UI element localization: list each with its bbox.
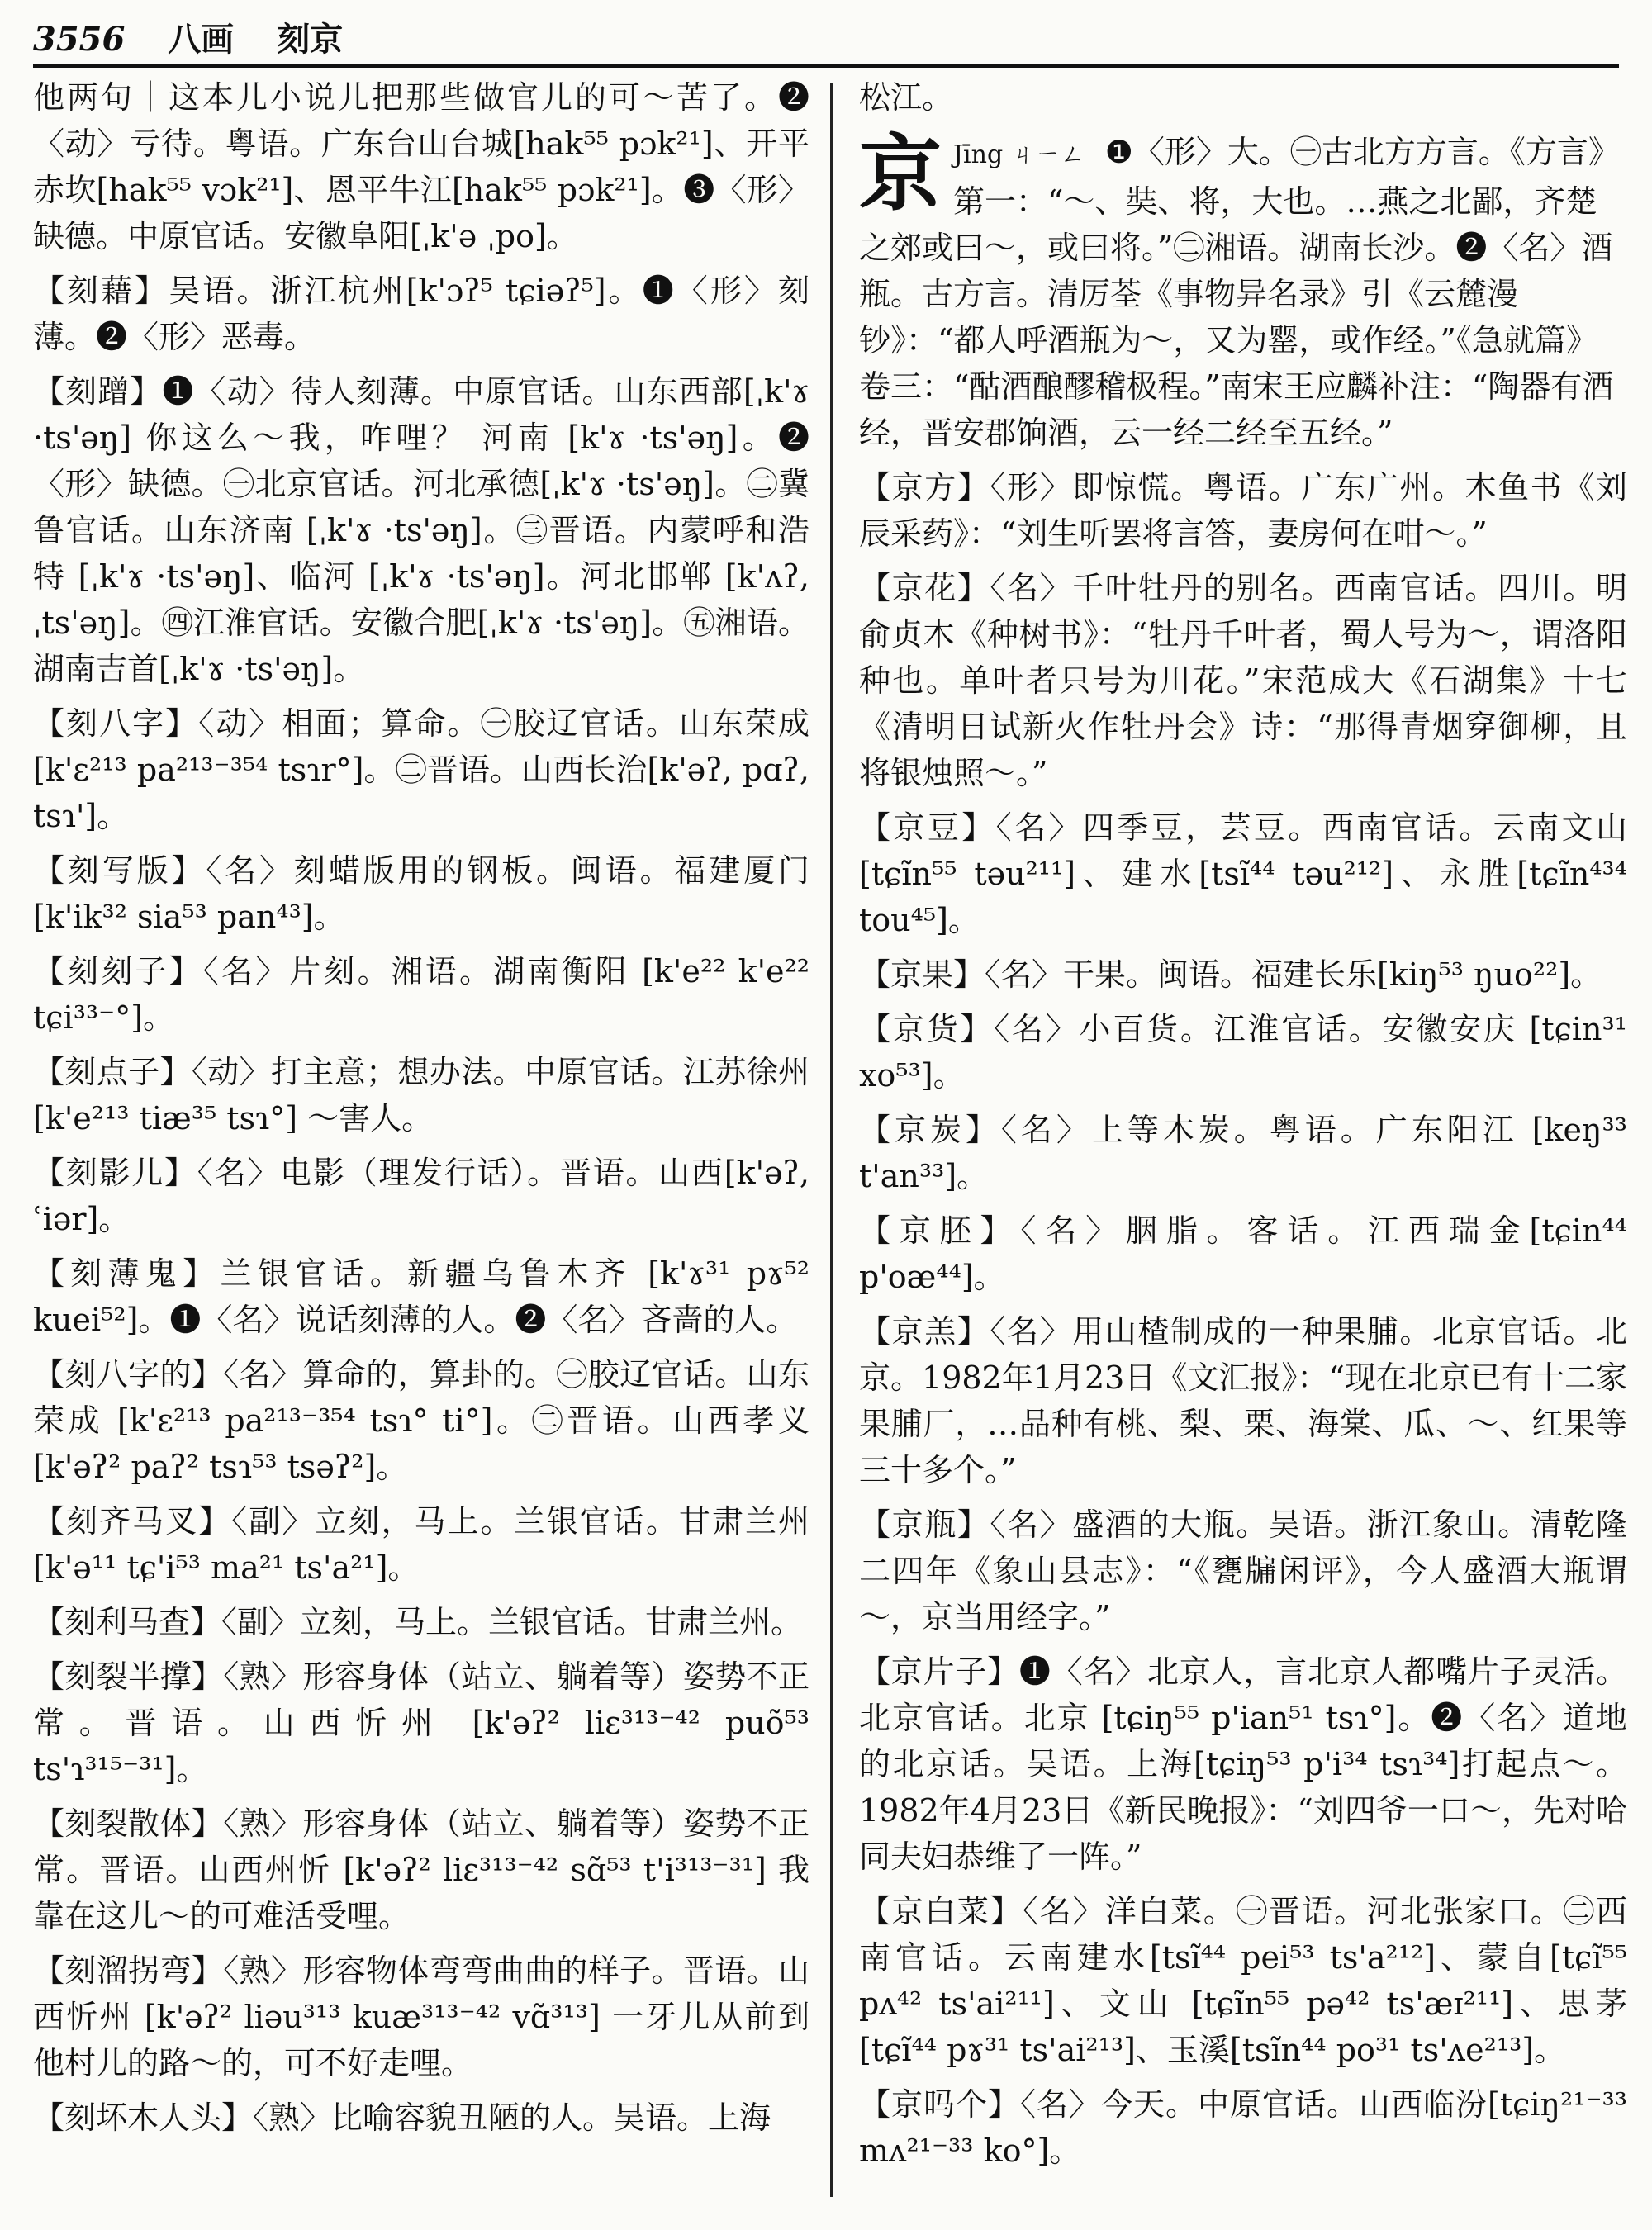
entry-continuation: 松江。	[859, 79, 954, 116]
entry: 【刻写版】〈名〉刻蜡版用的钢板。闽语。福建厦门[k'ik³² sia⁵³ pan⁴³]。	[33, 852, 809, 935]
entry: 【刻点子】〈动〉打主意；想办法。中原官话。江苏徐州 [k'e²¹³ tiæ³⁵ tsɿ°] ～害人。	[33, 1054, 809, 1136]
entry: 【京胚】〈名〉胭脂。客话。江西瑞金[tɕin⁴⁴ p'oæ⁴⁴]。	[859, 1212, 1627, 1295]
entry: 【京货】〈名〉小百货。江淮官话。安徽安庆 [tɕin³¹ xo⁵³]。	[859, 1011, 1627, 1094]
entry: 【刻齐马叉】〈副〉立刻，马上。兰银官话。甘肃兰州[k'ə¹¹ tɕ'i⁵³ ma²¹ ts'a²¹]。	[33, 1503, 809, 1586]
entry: 【京炭】〈名〉上等木炭。粤语。广东阳江 [keŋ³³ t'an³³]。	[859, 1112, 1627, 1194]
page-number: 3556	[33, 20, 126, 59]
column-divider	[830, 83, 833, 2197]
entry: 【刻裂半撑】〈熟〉形容身体（站立、躺着等）姿势不正常。晋语。山西忻州 [k'əʔ² liɛ³¹³⁻⁴² puõ⁵³ ts'ɿ³¹⁵⁻³¹]。	[33, 1658, 809, 1787]
entry: 【刻蹭】❶〈动〉待人刻薄。中原官话。山东西部[ˌk'ɤ ·ts'əŋ] 你这么～我，咋哩？ 河南 [k'ɤ ·ts'əŋ]。❷〈形〉缺德。㊀北京官话。河北承德[ˌk'ɤ ·ts'əŋ]。㊁冀鲁官话。山东济南 [ˌk'ɤ ·ts'əŋ]。㊂晋语。内蒙呼和浩特 [ˌk'ɤ ·ts'əŋ]、临河 [ˌk'ɤ ·ts'əŋ]。河北邯郸 [k'ʌʔ, ˌts'əŋ]。㊃江淮官话。安徽合肥[ˌk'ɤ ·ts'əŋ]。㊄湘语。湖南吉首[ˌk'ɤ ·ts'əŋ]。	[33, 373, 809, 687]
page-header	[33, 15, 1619, 68]
entry: 【京花】〈名〉千叶牡丹的别名。西南官话。四川。明俞贞木《种树书》：“牡丹千叶者，蜀人号为～，谓洛阳种也。单叶者只号为川花。”宋范成大《石湖集》十七《清明日试新火作牡丹会》诗：“那得青烟穿御柳，且将银烛照～。”	[859, 570, 1627, 791]
entry: 【刻裂散体】〈熟〉形容身体（站立、躺着等）姿势不正常。晋语。山西州忻 [k'əʔ² liɛ³¹³⁻⁴² sɑ̃⁵³ t'i³¹³⁻³¹] 我靠在这儿～的可难活受哩。	[33, 1805, 809, 1934]
head-character-block	[859, 125, 1627, 456]
entry: 【刻坏木人头】〈熟〉比喻容貌丑陋的人。吴语。上海	[33, 2100, 771, 2136]
entry: 【京片子】❶〈名〉北京人，言北京人都嘴片子灵活。北京官话。北京 [tɕiŋ⁵⁵ p'ian⁵¹ tsɿ°]。❷〈名〉道地的北京话。吴语。上海[tɕiŋ⁵³ p'i³⁴ tsɿ³⁴]打起点～。1982年4月23日《新民晚报》：“刘四爷一口～，先对哈同夫妇恭维了一阵。”	[859, 1654, 1627, 1875]
entry: 【刻刻子】〈名〉片刻。湘语。湖南衡阳 [k'e²² k'e²² tɕi³³⁻°]。	[33, 953, 809, 1036]
entry: 【京羔】〈名〉用山楂制成的一种果脯。北京官话。北京。1982年1月23日《文汇报》：“现在北京已有十二家果脯厂，…品种有桃、梨、栗、海棠、瓜、～、红果等三十多个。”	[859, 1313, 1627, 1488]
section-label: 八画	[168, 21, 235, 59]
entry: 【刻溜拐弯】〈熟〉形容物体弯弯曲曲的样子。晋语。山西忻州 [k'əʔ² liəu³¹³ kuæ³¹³⁻⁴² vɑ̃³¹³] 一牙儿从前到他村儿的路～的，可不好走哩。	[33, 1952, 809, 2081]
entry: 【京瓶】〈名〉盛酒的大瓶。吴语。浙江象山。清乾隆二四年《象山县志》：“《甕牖闲评》，今人盛酒大瓶谓～，京当用经字。”	[859, 1506, 1627, 1635]
entry: 【刻八字】〈动〉相面；算命。㊀胶辽官话。山东荣成[k'ɛ²¹³ pa²¹³⁻³⁵⁴ tsɿr°]。㊁晋语。山西长治[k'əʔ, pɑʔ, tsɿ']。	[33, 705, 809, 834]
entry: 【刻影儿】〈名〉电影（理发行话）。晋语。山西[k'əʔ, ʿiər]。	[33, 1155, 809, 1237]
head-character-pinyin: Jīng ㄐㄧㄥ	[953, 140, 1085, 169]
left-column	[33, 74, 809, 2213]
entry: 【刻薄鬼】兰银官话。新疆乌鲁木齐 [k'ɤ³¹ pɤ⁵² kuei⁵²]。❶〈名〉说话刻薄的人。❷〈名〉吝啬的人。	[33, 1255, 809, 1338]
entry: 【京果】〈名〉干果。闽语。福建长乐[kiŋ⁵³ ŋuo²²]。	[859, 956, 1602, 993]
entry: 【京白菜】〈名〉洋白菜。㊀晋语。河北张家口。㊁西南官话。云南建水[tsĩ⁴⁴ pei⁵³ ts'a²¹²]、蒙自[tɕĩ⁵⁵ pʌ⁴² ts'ai²¹¹]、文山 [tɕĩn⁵⁵ pə⁴² ts'æɪ²¹¹]、思茅[tɕĩ⁴⁴ pɤ³¹ ts'ai²¹³]、玉溪[tsĩn⁴⁴ po³¹ ts'ʌe²¹³]。	[859, 1893, 1627, 2068]
entry-continuation: 他两句｜这本儿小说儿把那些做官儿的可～苦了。❷〈动〉亏待。粤语。广东台山台城[hak⁵⁵ pɔk²¹]、开平赤坎[hak⁵⁵ vɔk²¹]、恩平牛江[hak⁵⁵ pɔk²¹]。❸〈形〉缺德。中原官话。安徽阜阳[ˌk'ə ˌpo]。	[33, 79, 809, 254]
head-character-definition: ❶〈形〉大。㊀古北方方言。《方言》第一：“～、奘、将，大也。…燕之北鄙，齐楚之郊或曰～，或曰将。”㊁湘语。湖南长沙。❷〈名〉酒瓶。古方言。清厉荃《事物异名录》引《云麓漫钞》：“都人呼酒瓶为～，又为罂，或作经。”《急就篇》卷三：“酤酒酿醪稽极程。”南宋王应麟补注：“陶器有酒经，晋安郡饷酒，云一经二经至五经。”	[859, 134, 1620, 451]
entry: 【京方】〈形〉即惊慌。粤语。广东广州。木鱼书《刘辰采药》：“刘生听罢将言答，妻房何在咁～。”	[859, 469, 1627, 552]
entry: 【刻藉】吴语。浙江杭州[k'ɔʔ⁵ tɕiəʔ⁵]。❶〈形〉刻薄。❷〈形〉恶毒。	[33, 273, 809, 355]
head-character: 京	[859, 125, 942, 222]
header-chars: 刻京	[277, 21, 344, 59]
right-column	[859, 74, 1627, 2213]
entry: 【刻利马查】〈副〉立刻，马上。兰银官话。甘肃兰州。	[33, 1604, 803, 1640]
entry: 【京吗个】〈名〉今天。中原官话。山西临汾[tɕiŋ²¹⁻³³ mʌ²¹⁻³³ ko°]。	[859, 2086, 1627, 2169]
entry: 【京豆】〈名〉四季豆，芸豆。西南官话。云南文山[tɕĩn⁵⁵ təu²¹¹]、建水[tsĩ⁴⁴ təu²¹²]、永胜[tɕĩn⁴³⁴ tou⁴⁵]。	[859, 809, 1627, 938]
entry: 【刻八字的】〈名〉算命的，算卦的。㊀胶辽官话。山东荣成 [k'ɛ²¹³ pa²¹³⁻³⁵⁴ tsɿ° ti°]。㊁晋语。山西孝义 [k'əʔ² paʔ² tsɿ⁵³ tsəʔ²]。	[33, 1356, 809, 1485]
